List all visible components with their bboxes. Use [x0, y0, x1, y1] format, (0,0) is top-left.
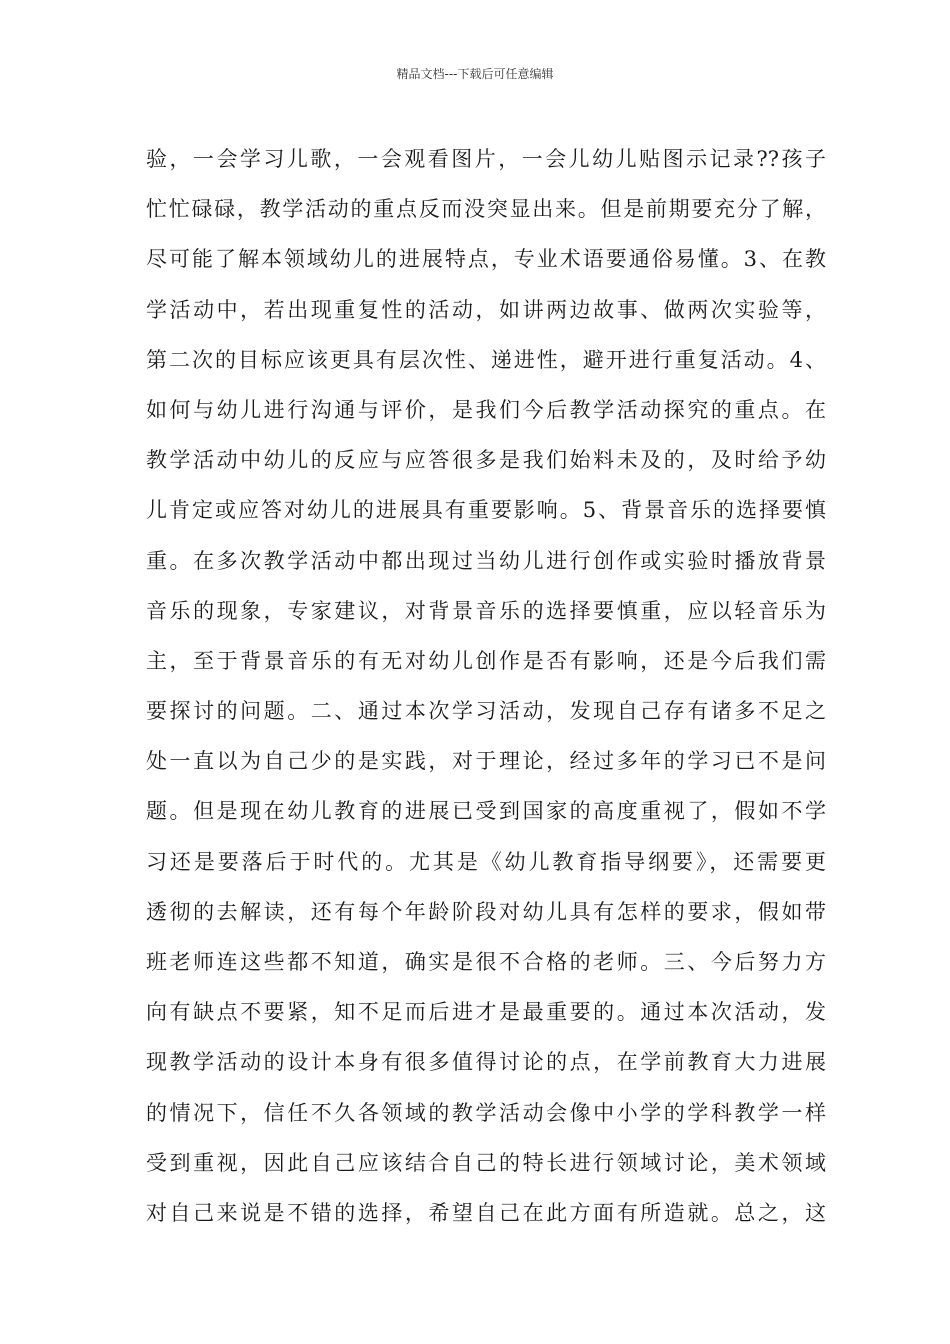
text-line: 音乐的现象，专家建议，对背景音乐的选择要慎重，应以轻音乐为 — [146, 598, 826, 623]
text-line: 的情况下，信任不久各领域的教学活动会像中小学的学科教学一样 — [146, 1100, 826, 1125]
text-line: 班老师连这些都不知道，确实是很不合格的老师。三、今后努力方 — [146, 950, 826, 974]
text-line: 受到重视，因此自己应该结合自己的特长进行领域讨论，美术领域 — [146, 1150, 826, 1175]
text-line: 处一直以为自己少的是实践，对于理论，经过多年的学习已不是问 — [146, 749, 826, 774]
document-body — [146, 134, 826, 1238]
text-line: 教学活动中幼儿的反应与应答很多是我们始料未及的，及时给予幼 — [146, 448, 826, 473]
text-line: 现教学活动的设计本身有很多值得讨论的点，在学前教育大力进展 — [146, 1050, 826, 1075]
text-line: 忙忙碌碌，教学活动的重点反而没突显出来。但是前期要充分了解， — [146, 197, 826, 222]
text-line: 习还是要落后于时代的。尤其是《幼儿教育指导纲要》，还需要更 — [146, 849, 826, 874]
text-line: 重。在多次教学活动中都出现过当幼儿进行创作或实验时播放背景 — [146, 548, 826, 573]
text-line: 验，一会学习儿歌，一会观看图片，一会儿幼儿贴图示记录??孩子 — [146, 147, 826, 171]
text-line: 向有缺点不要紧，知不足而后进才是最重要的。通过本次活动，发 — [146, 1000, 826, 1025]
text-line: 儿肯定或应答对幼儿的进展具有重要影响。5、背景音乐的选择要慎 — [146, 498, 826, 523]
text-line: 要探讨的问题。二、通过本次学习活动，发现自己存有诸多不足之 — [146, 699, 826, 724]
text-line: 对自己来说是不错的选择，希望自己在此方面有所造就。总之，这 — [146, 1200, 826, 1225]
text-line: 尽可能了解本领域幼儿的进展特点，专业术语要通俗易懂。3、在教 — [146, 247, 826, 272]
text-line: 主，至于背景音乐的有无对幼儿创作是否有影响，还是今后我们需 — [146, 648, 826, 673]
text-line: 第二次的目标应该更具有层次性、递进性，避开进行重复活动。4、 — [146, 347, 826, 372]
page-header: 精品文档---下载后可任意编辑 — [396, 67, 554, 81]
text-line: 透彻的去解读，还有每个年龄阶段对幼儿具有怎样的要求，假如带 — [146, 899, 826, 924]
text-line: 如何与幼儿进行沟通与评价，是我们今后教学活动探究的重点。在 — [146, 397, 826, 422]
text-line: 题。但是现在幼儿教育的进展已受到国家的高度重视了，假如不学 — [146, 799, 826, 824]
text-line: 学活动中，若出现重复性的活动，如讲两边故事、做两次实验等， — [146, 297, 826, 322]
